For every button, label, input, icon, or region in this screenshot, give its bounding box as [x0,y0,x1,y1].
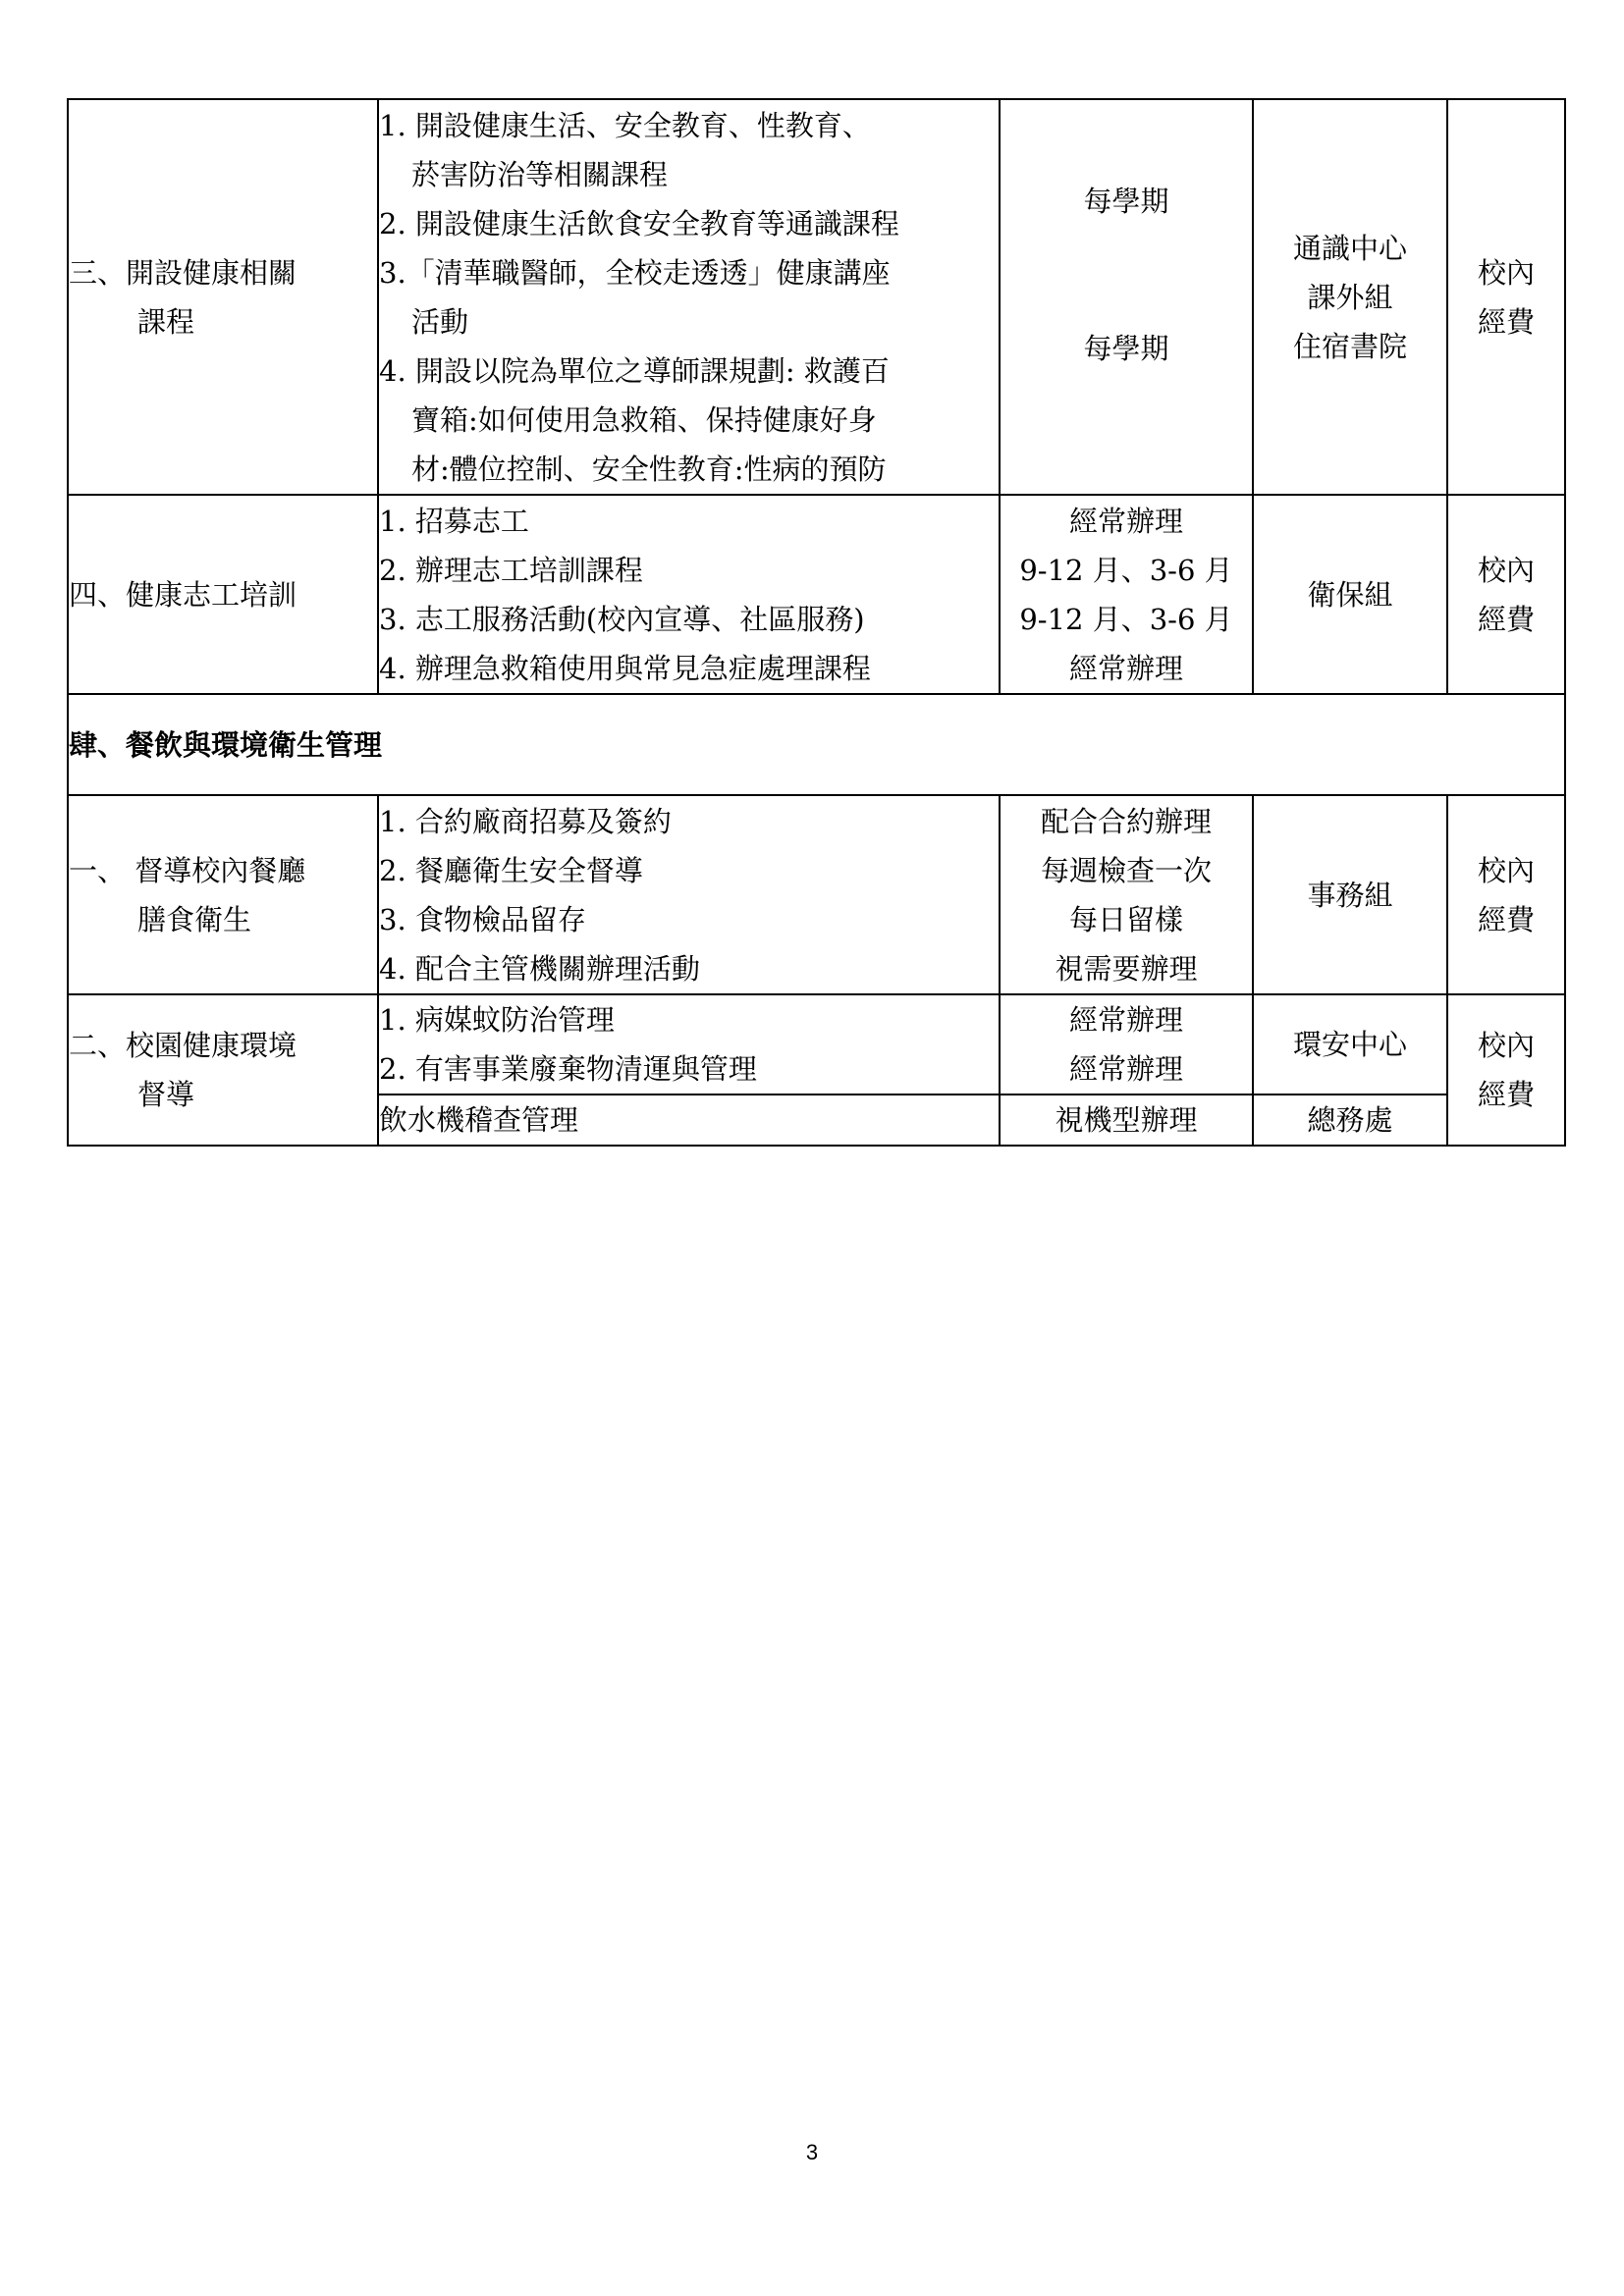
item-cell: 一、 督導校內餐廳 膳食衛生 [68,795,378,994]
table-row [68,99,1565,495]
item-cell: 四、健康志工培訓 [68,495,378,694]
unit-cell: 衛保組 [1253,495,1447,694]
schedule-cell: 經常辦理 經常辦理 [1000,994,1253,1095]
unit-cell: 通識中心 課外組 住宿書院 [1253,99,1447,495]
content-cell: 1. 病媒蚊防治管理 2. 有害事業廢棄物清運與管理 [378,994,1000,1095]
table-row [68,495,1565,694]
table-row [68,795,1565,994]
schedule-cell: 經常辦理 9-12 月、3-6 月 9-12 月、3-6 月 經常辦理 [1000,495,1253,694]
content-cell: 1. 招募志工 2. 辦理志工培訓課程 3. 志工服務活動(校內宣導、社區服務) 4. 辦理急救箱使用與常見急症處理課程 [378,495,1000,694]
unit-cell: 事務組 [1253,795,1447,994]
content-cell: 1. 合約廠商招募及簽約 2. 餐廳衛生安全督導 3. 食物檢品留存 4. 配合主管機關辦理活動 [378,795,1000,994]
content-cell: 飲水機稽查管理 [378,1095,1000,1146]
funding-cell: 校內 經費 [1447,795,1565,994]
item-cell: 三、開設健康相關 課程 [68,99,378,495]
unit-cell: 總務處 [1253,1095,1447,1146]
schedule-cell: 視機型辦理 [1000,1095,1253,1146]
content-cell: 1. 開設健康生活、安全教育、性教育、 菸害防治等相關課程 2. 開設健康生活飲食安全教育等通識課程 3.「清華職醫師，全校走透透」健康講座 活動 4. 開設以院為單位之導師課規劃: 救護百 寶箱:如何使用急救箱、保持健康好身 材:體位控制、安全性教育:性病的預防 [378,99,1000,495]
table-row [68,994,1565,1095]
funding-cell: 校內 經費 [1447,994,1565,1146]
page-number: 3 [805,2140,819,2164]
schedule-cell: 每學期 每學期 [1000,99,1253,495]
section-title: 肆、餐飲與環境衛生管理 [68,694,1565,795]
item-cell: 二、校園健康環境 督導 [68,994,378,1146]
funding-cell: 校內 經費 [1447,99,1565,495]
plan-table [67,98,1566,1147]
unit-cell: 環安中心 [1253,994,1447,1095]
section-row [68,694,1565,795]
funding-cell: 校內 經費 [1447,495,1565,694]
schedule-cell: 配合合約辦理 每週檢查一次 每日留樣 視需要辦理 [1000,795,1253,994]
